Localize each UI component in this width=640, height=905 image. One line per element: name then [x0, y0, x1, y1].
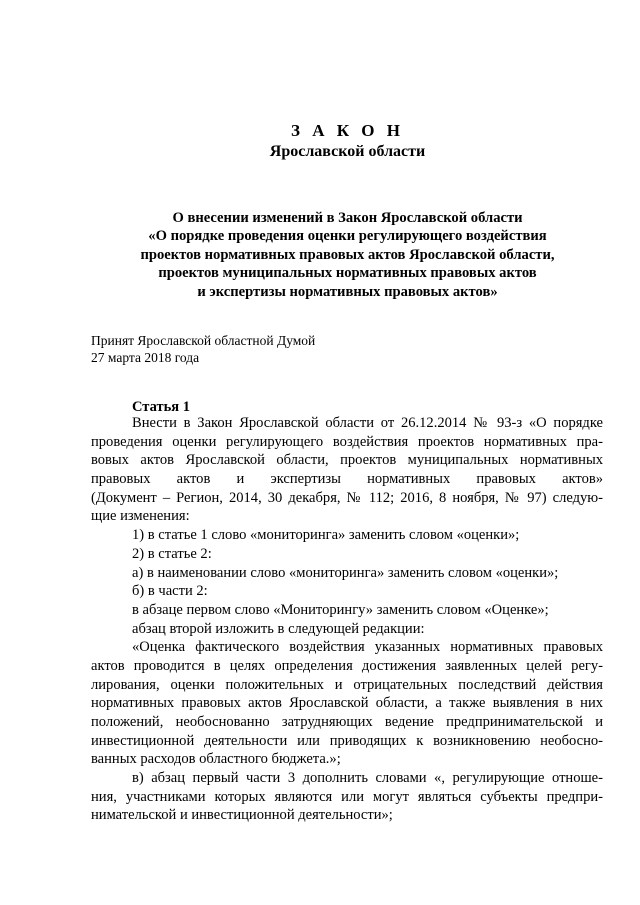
body-line: в абзаце первом слово «Мониторингу» заменить словом «Оценке»; — [132, 601, 549, 618]
adopted-by: Принят Ярославской областной Думой — [91, 333, 316, 348]
title-line: и экспертизы нормативных правовых актов» — [197, 283, 498, 300]
law-heading: З А К О Н — [290, 121, 405, 140]
body-line: Внести в Закон Ярославской области от 26.12.2014 № 93-з «О порядке — [132, 415, 603, 431]
region-heading: Ярославской области — [269, 143, 426, 160]
body-line: нормативных правовых актов Ярославской области, а также выявления в них — [91, 695, 603, 712]
title-line: О внесении изменений в Закон Ярославской области — [172, 210, 523, 226]
body-line: щие изменения: — [91, 508, 190, 525]
body-line: (Документ – Регион, 2014, 30 декабря, № 112; 2016, 8 ноября, № 97) следую- — [91, 489, 603, 506]
body-line: 2) в статье 2: — [132, 545, 212, 562]
body-line: абзац второй изложить в следующей редакции: — [132, 620, 425, 637]
law-title — [90, 209, 605, 301]
article-body — [91, 414, 603, 825]
body-line: ния, участниками которых являются или могут являться субъекты предпри- — [91, 788, 603, 805]
body-line: а) в наименовании слово «мониторинга» заменить словом «оценки»; — [132, 564, 559, 581]
body-line: положений, необоснованно затрудняющих ведение предпринимательской и — [91, 714, 603, 730]
body-line: в) абзац первый части 3 дополнить словами «, регулирующие отноше- — [132, 770, 603, 787]
body-line: вовых актов Ярославской области, проектов муниципальных нормативных — [91, 452, 603, 469]
body-line: проведения оценки регулирующего воздействия проектов нормативных пра- — [91, 433, 603, 450]
adoption-info — [91, 333, 315, 366]
body-line: б) в части 2: — [132, 583, 208, 600]
body-line: лирования, оценки положительных и отрицательных последствий действия — [91, 676, 603, 693]
body-line: ванных расходов областного бюджета.»; — [91, 751, 341, 768]
adoption-date: 27 марта 2018 года — [91, 349, 200, 365]
body-line: нимательской и инвестиционной деятельности»; — [91, 807, 393, 824]
body-line: инвестиционной деятельности или приводящих к возникновению необосно- — [91, 732, 603, 749]
title-line: проектов нормативных правовых актов Ярославской области, — [140, 246, 555, 263]
article-heading: Статья 1 — [132, 399, 190, 415]
body-line: 1) в статье 1 слово «мониторинга» заменить словом «оценки»; — [132, 527, 520, 544]
body-line: «Оценка фактического воздействия указанных нормативных правовых — [132, 639, 603, 656]
body-line: правовых актов и экспертизы нормативных правовых актов» — [91, 471, 603, 488]
title-line: «О порядке проведения оценки регулирующего воздействия — [148, 228, 547, 245]
body-line: актов проводится в целях определения достижения заявленных целей регу- — [91, 657, 603, 674]
title-line: проектов муниципальных нормативных правовых актов — [158, 265, 537, 282]
